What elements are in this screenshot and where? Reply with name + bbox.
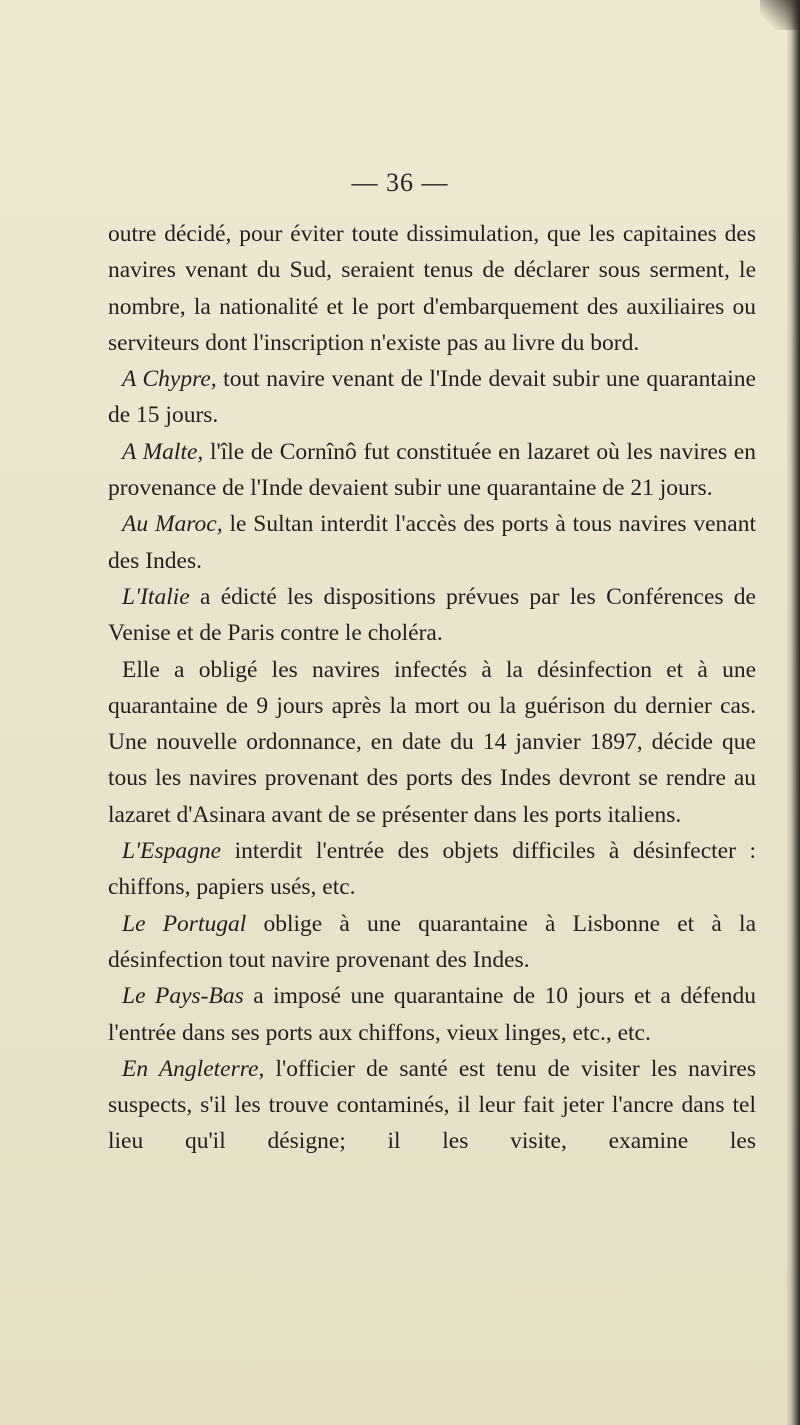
italic-country-name: Au Maroc, bbox=[122, 511, 223, 538]
paragraph-text: a édicté les dispositions prévues par les Conférences de Venise et de Paris contre le choléra. bbox=[108, 583, 756, 647]
paragraph-text: tout navire venant de l'Inde devait subir une quarantaine de 15 jours. bbox=[108, 366, 756, 429]
italic-country-name: A Malte, bbox=[122, 438, 204, 465]
paragraph bbox=[108, 906, 756, 979]
paragraph bbox=[108, 216, 756, 361]
paragraph-text: interdit l'entrée des objets difficiles à désinfecter : chiffons, papiers usés, etc. bbox=[108, 838, 756, 901]
paragraph-text: le Sultan interdit l'accès des ports à tous navires venant des Indes. bbox=[108, 511, 756, 574]
italic-country-name: A Chypre, bbox=[122, 366, 217, 393]
paragraph-text: l'île de Cornînô fut constituée en lazaret où les navires en provenance de l'Inde devaient subir une quarantaine de 21 jours. bbox=[108, 438, 756, 502]
paragraph bbox=[108, 506, 756, 579]
paragraph bbox=[108, 434, 756, 507]
paragraph bbox=[108, 652, 756, 833]
paragraph bbox=[108, 579, 756, 652]
italic-country-name: Le Portugal bbox=[122, 910, 247, 937]
body-text bbox=[108, 216, 756, 1160]
paragraph-text: outre décidé, pour éviter toute dissimulation, que les capitaines des navires venant du Sud, seraient tenus de déclarer sous serment, le nombre, la nationalité et le port d'embarquement des auxiliaires ou serviteurs dont l'inscription n'existe pas au livre du bord. bbox=[108, 221, 756, 356]
page-binding-edge bbox=[786, 0, 800, 1425]
italic-country-name: En Angleterre, bbox=[122, 1055, 265, 1082]
italic-country-name: L'Italie bbox=[122, 583, 190, 610]
paragraph-text: l'officier de santé est tenu de visiter les navires suspects, s'il les trouve contaminés, il leur fait jeter l'ancre dans tel lieu qu'il désigne; il les visite, examine les bbox=[108, 1055, 756, 1155]
paragraph bbox=[108, 978, 756, 1051]
paragraph-text: Elle a obligé les navires infectés à la désinfection et à une quarantaine de 9 jours après la mort ou la guérison du dernier cas. Une nouvelle ordonnance, en date du 14 janvier 1897, décide que tous les navires provenant des ports des Indes devront se rendre au lazaret d'Asinara avant de se présenter dans les ports italiens. bbox=[108, 656, 756, 828]
paragraph bbox=[108, 833, 756, 906]
paragraph-text: a imposé une quarantaine de 10 jours et a défendu l'entrée dans ses ports aux chiffons, vieux linges, etc., etc. bbox=[108, 983, 757, 1046]
paragraph bbox=[108, 1051, 756, 1160]
italic-country-name: L'Espagne bbox=[122, 838, 222, 865]
italic-country-name: Le Pays-Bas bbox=[122, 983, 244, 1010]
paragraph bbox=[108, 361, 756, 434]
page-number: — 36 — bbox=[351, 168, 449, 197]
paragraph-text: oblige à une quarantaine à Lisbonne et à la désinfection tout navire provenant des Indes. bbox=[108, 910, 756, 973]
